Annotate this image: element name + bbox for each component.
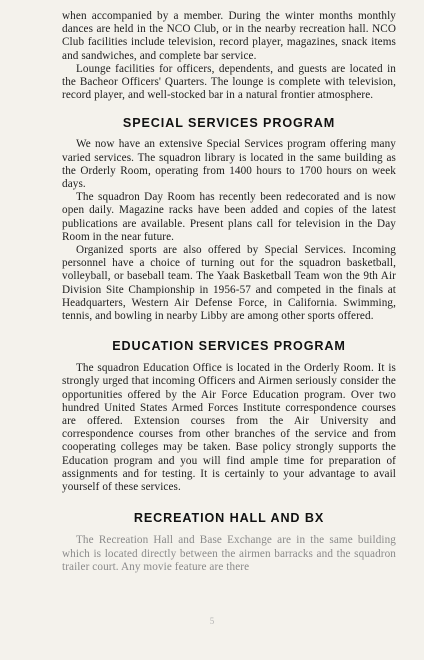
education-services-paragraph-1: The squadron Education Office is located in the Orderly Room. It is strongly urged that incoming Officers and Airmen seriously consider the opportunities offered by the Air Force Education program. Over two hundred United States Armed Forces Institute correspondence courses are offered. Extension courses from the Air University and correspondence courses from other branches of the service and from cooperating colleges may be taken. Base policy strongly supports the Education program and you will find ample time for preparation of assignments and for testing. It is certainly to your advantage to avail yourself of these services. bbox=[62, 362, 396, 494]
special-services-heading: SPECIAL SERVICES PROGRAM bbox=[122, 116, 336, 131]
intro-paragraph-1: when accompanied by a member. During the winter months monthly dances are held in the NCO Club, or in the nearby recreation hall. NCO Club facilities include television, record player, magazines, snack items and sandwiches, and complete bar service. bbox=[62, 10, 396, 62]
special-services-paragraph-2: The squadron Day Room has recently been redecorated and is now open daily. Magazine racks have been added and copies of the latest publications are available. Present plans call for television in the Day Room in the near future. bbox=[62, 191, 396, 243]
special-services-paragraph-1: We now have an extensive Special Services program offering many varied services. The squadron library is located in the same building as the Orderly Room, operating from 1400 hours to 1700 hours on week days. bbox=[62, 138, 396, 191]
intro-paragraph-2: Lounge facilities for officers, dependents, and guests are located in the Bacheor Officers' Quarters. The lounge is complete with television, record player, and well-stocked bar in a natural frontier atmosphere. bbox=[62, 62, 396, 102]
recreation-hall-heading: RECREATION HALL AND BX bbox=[133, 511, 325, 526]
page-number: 5 bbox=[209, 616, 215, 626]
recreation-hall-paragraph-1: The Recreation Hall and Base Exchange are in the same building which is located directly between the airmen barracks and the squadron trailer court. Any movie feature are there bbox=[62, 534, 396, 573]
special-services-paragraph-3: Organized sports are also offered by Special Services. Incoming personnel have a choice of turning out for the squadron basketball, volleyball, or baseball team. The Yaak Basketball Team won the 9th Air Division Site Championship in 1956-57 and competed in the finals at Headquarters, Western Air Defense Force, in California. Swimming, tennis, and bowling in nearby Libby are among other sports offered. bbox=[62, 244, 396, 323]
education-services-heading: EDUCATION SERVICES PROGRAM bbox=[112, 339, 346, 354]
